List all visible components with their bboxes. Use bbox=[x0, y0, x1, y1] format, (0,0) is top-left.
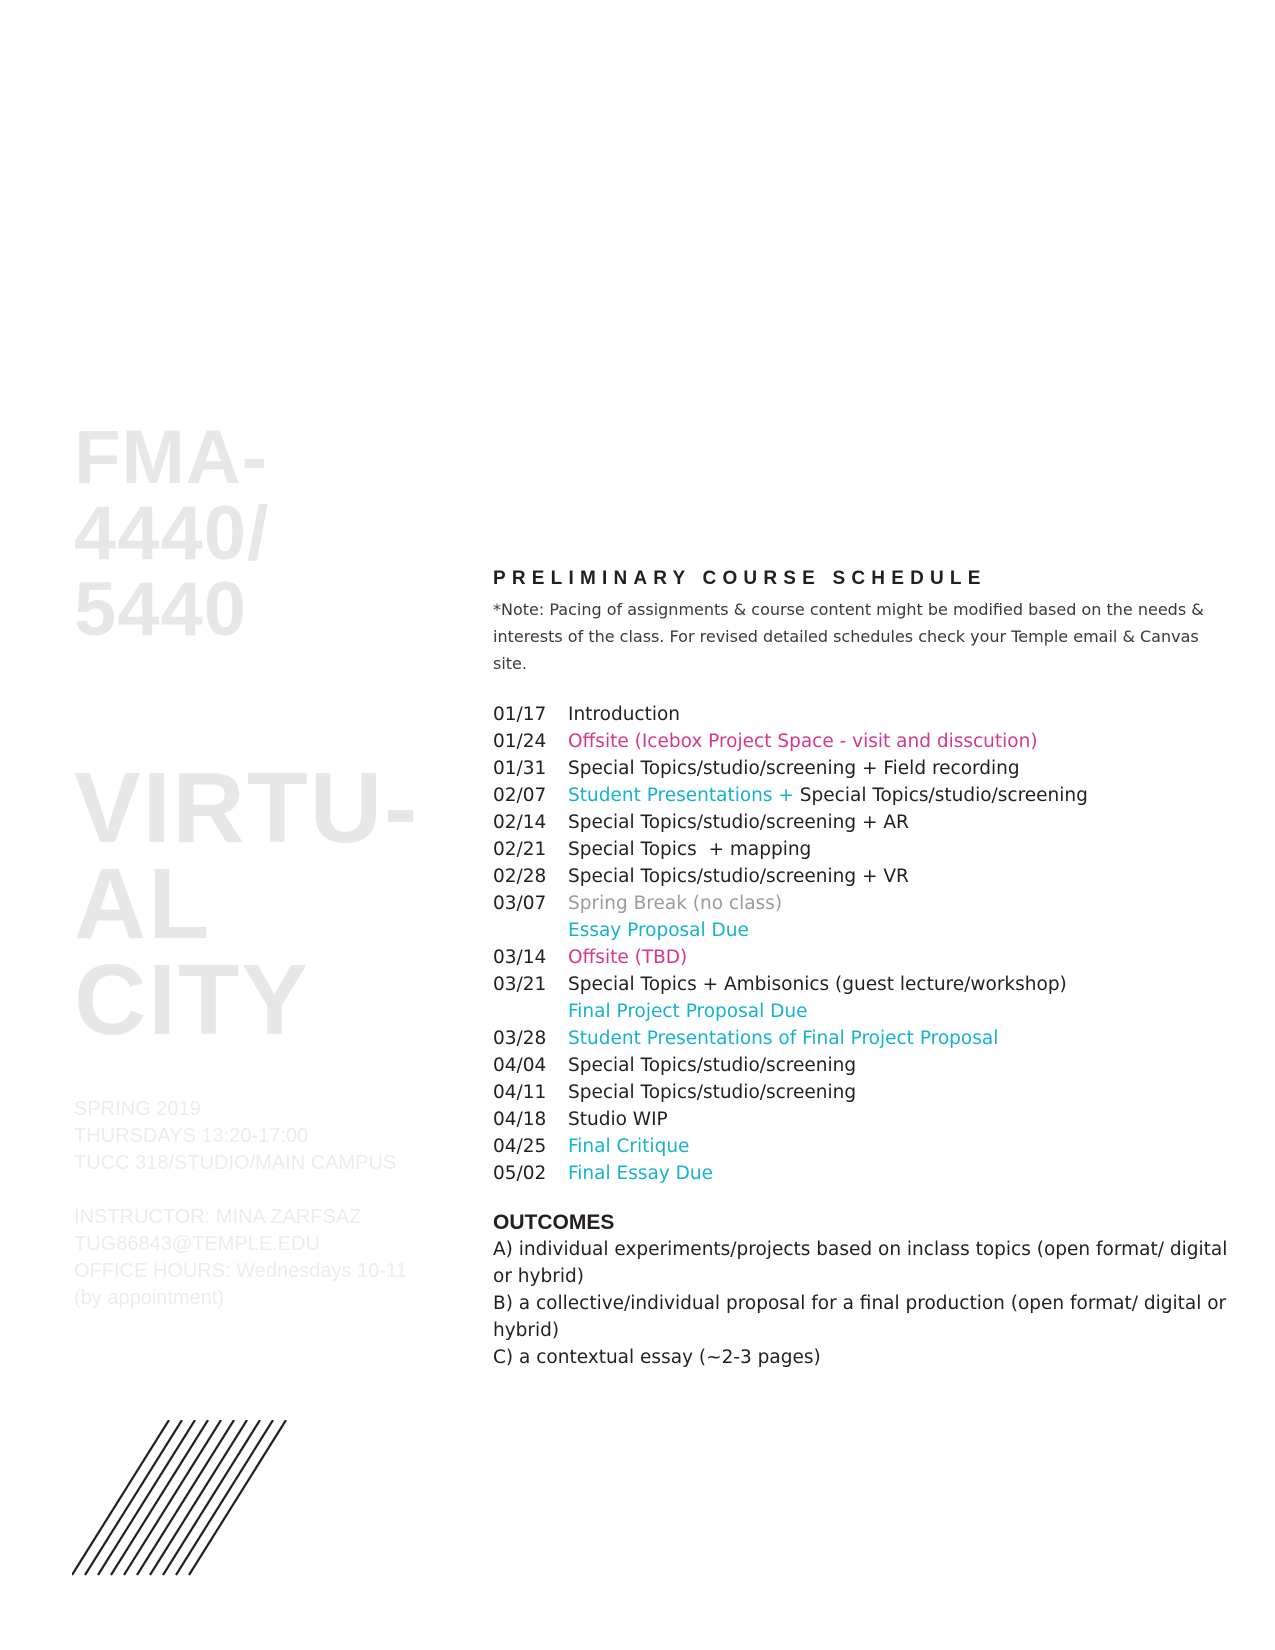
schedule-topic-part: Student Presentations of Final Project Proposal bbox=[568, 1028, 999, 1049]
schedule-date: 03/07 bbox=[493, 893, 547, 914]
schedule-topic-part: Offsite (TBD) bbox=[568, 947, 688, 968]
schedule-row bbox=[493, 755, 1243, 782]
schedule-topic bbox=[568, 971, 1067, 998]
schedule-topic bbox=[568, 782, 1088, 809]
schedule-row bbox=[493, 917, 1243, 944]
schedule-topic-part: Spring Break (no class) bbox=[568, 893, 783, 914]
schedule-topic-part: Special Topics + Ambisonics (guest lecture/workshop) bbox=[568, 974, 1067, 995]
schedule-date: 02/28 bbox=[493, 866, 547, 887]
schedule-row bbox=[493, 944, 1243, 971]
schedule-topic-part: Essay Proposal Due bbox=[568, 920, 749, 941]
schedule-topic-part: Special Topics/studio/screening bbox=[568, 1082, 857, 1103]
schedule-date bbox=[493, 998, 568, 1025]
outcome-item: C) a contextual essay (~2-3 pages) bbox=[493, 1347, 821, 1368]
schedule-topic-part: Special Topics + mapping bbox=[568, 839, 812, 860]
schedule-date: 03/14 bbox=[493, 947, 547, 968]
schedule-row bbox=[493, 701, 1243, 728]
schedule-topic bbox=[568, 836, 811, 863]
schedule-date: 02/21 bbox=[493, 839, 547, 860]
schedule-row bbox=[493, 890, 1243, 917]
schedule-row bbox=[493, 809, 1243, 836]
schedule-list bbox=[493, 701, 1243, 1187]
schedule-date: 03/28 bbox=[493, 1028, 547, 1049]
schedule-topic bbox=[568, 1052, 856, 1079]
schedule-topic bbox=[568, 809, 909, 836]
schedule-row bbox=[493, 1160, 1243, 1187]
office-hours-note: (by appointment) bbox=[74, 1287, 225, 1309]
schedule-topic-part: Introduction bbox=[568, 704, 681, 725]
schedule-topic-part: Special Topics/studio/screening + Field recording bbox=[568, 758, 1020, 779]
schedule-date: 03/21 bbox=[493, 974, 547, 995]
schedule-topic bbox=[568, 755, 1020, 782]
schedule-date: 04/18 bbox=[493, 1109, 547, 1130]
schedule-date: 04/11 bbox=[493, 1082, 547, 1103]
instructor-details bbox=[74, 1204, 474, 1312]
course-term: SPRING 2019 bbox=[74, 1098, 201, 1120]
schedule-date: 04/25 bbox=[493, 1136, 547, 1157]
instructor-name: INSTRUCTOR: MINA ZARFSAZ bbox=[74, 1206, 362, 1228]
schedule-row bbox=[493, 971, 1243, 998]
outcomes-heading: OUTCOMES bbox=[493, 1211, 615, 1234]
outcome-item: B) a collective/individual proposal for a final production (open format/ digital or hybrid) bbox=[493, 1293, 1227, 1341]
schedule-topic bbox=[568, 1025, 998, 1052]
schedule-topic bbox=[568, 1160, 713, 1187]
schedule-topic-part: Final Essay Due bbox=[568, 1163, 714, 1184]
schedule-topic-part: Special Topics/studio/screening + VR bbox=[568, 866, 909, 887]
schedule-date: 02/14 bbox=[493, 812, 547, 833]
schedule-date: 01/31 bbox=[493, 758, 547, 779]
course-details bbox=[74, 1096, 474, 1177]
schedule-date: 01/24 bbox=[493, 731, 547, 752]
schedule-row bbox=[493, 998, 1243, 1025]
schedule-topic bbox=[568, 701, 680, 728]
course-code: FMA- 4440/ 5440 bbox=[74, 415, 270, 652]
schedule-topic-part: Special Topics/studio/screening bbox=[568, 1055, 857, 1076]
course-title: VIRTU- AL CITY bbox=[74, 752, 420, 1056]
outcomes-section bbox=[493, 1209, 1233, 1371]
schedule-row bbox=[493, 728, 1243, 755]
course-meeting-time: THURSDAYS 13:20-17:00 bbox=[74, 1125, 309, 1147]
schedule-topic bbox=[568, 917, 749, 944]
schedule-date: 02/07 bbox=[493, 785, 547, 806]
schedule-date: 04/04 bbox=[493, 1055, 547, 1076]
schedule-topic-part: Special Topics/studio/screening bbox=[799, 785, 1088, 806]
schedule-topic bbox=[568, 728, 1038, 755]
diagonal-stripes-graphic bbox=[72, 1420, 312, 1580]
schedule-date bbox=[493, 917, 568, 944]
office-hours: OFFICE HOURS: Wednesdays 10-11 bbox=[74, 1260, 407, 1282]
schedule-row bbox=[493, 1052, 1243, 1079]
schedule-topic-part: Offsite (Icebox Project Space - visit and disscution) bbox=[568, 731, 1038, 752]
schedule-row bbox=[493, 836, 1243, 863]
schedule-row bbox=[493, 1106, 1243, 1133]
schedule-topic bbox=[568, 890, 782, 917]
schedule-topic bbox=[568, 944, 687, 971]
outcome-item: A) individual experiments/projects based on inclass topics (open format/ digital or hybrid) bbox=[493, 1239, 1228, 1287]
schedule-topic-part: Student Presentations + bbox=[568, 785, 800, 806]
schedule-row bbox=[493, 863, 1243, 890]
instructor-email: TUG86843@TEMPLE.EDU bbox=[74, 1233, 320, 1255]
schedule-row bbox=[493, 1025, 1243, 1052]
schedule-date: 05/02 bbox=[493, 1163, 547, 1184]
schedule-topic bbox=[568, 1133, 689, 1160]
schedule-topic bbox=[568, 1079, 856, 1106]
schedule-date: 01/17 bbox=[493, 704, 547, 725]
schedule-row bbox=[493, 782, 1243, 809]
schedule-note: *Note: Pacing of assignments & course content might be modified based on the needs & interests of the class. For revised detailed schedules check your Temple email & Canvas site. bbox=[493, 600, 1204, 673]
schedule-row bbox=[493, 1133, 1243, 1160]
schedule-topic-part: Special Topics/studio/screening + AR bbox=[568, 812, 909, 833]
schedule-row bbox=[493, 1079, 1243, 1106]
course-location: TUCC 318/STUDIO/MAIN CAMPUS bbox=[74, 1152, 397, 1174]
schedule-topic-part: Final Project Proposal Due bbox=[568, 1001, 808, 1022]
schedule-topic-part: Studio WIP bbox=[568, 1109, 668, 1130]
schedule-topic bbox=[568, 863, 909, 890]
schedule-topic bbox=[568, 998, 807, 1025]
schedule-topic bbox=[568, 1106, 668, 1133]
schedule-topic-part: Final Critique bbox=[568, 1136, 690, 1157]
schedule-heading: PRELIMINARY COURSE SCHEDULE bbox=[493, 568, 987, 589]
